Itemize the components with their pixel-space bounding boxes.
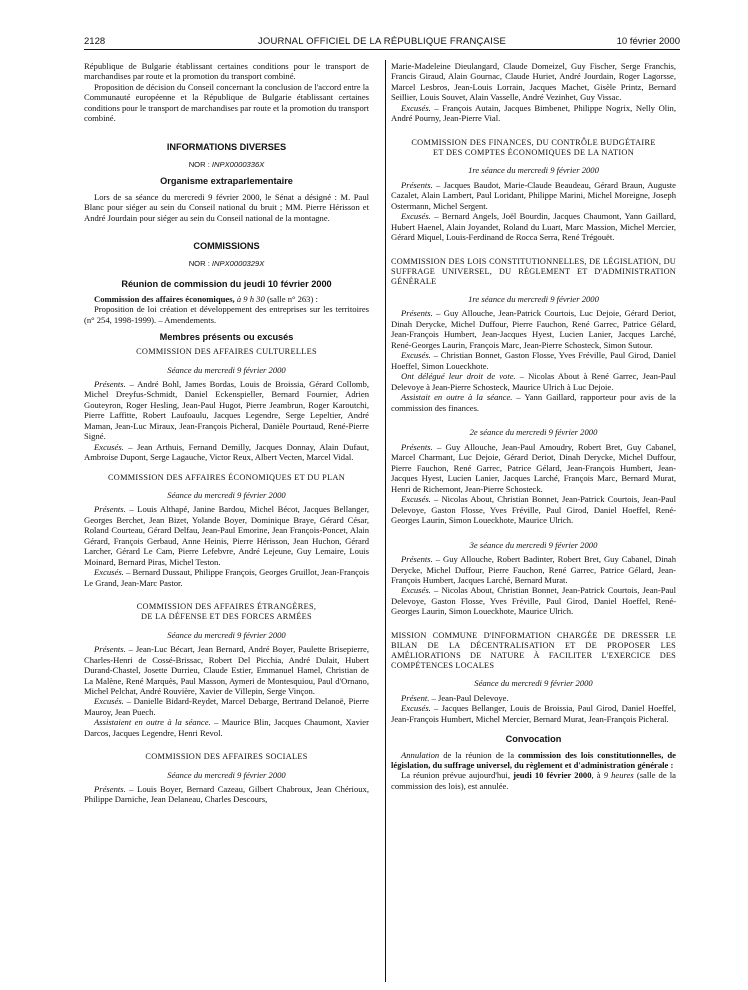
commission-title: COMMISSION DES FINANCES, DU CONTRÔLE BUDGÉTAIRE xyxy=(411,137,656,147)
seance-title: Séance du mercredi 9 février 2000 xyxy=(167,629,286,640)
subsection-title: Organisme extraparlementaire xyxy=(160,176,293,187)
presents-list: Présents. – Jean-Luc Bécart, Jean Bernard, André Boyer, Paulette Brisepierre, Charles-Henri de Cossé-Brissac, Robert Del Picchia, André Dulait, Hubert Durand-Chastel, Josette Durrieu, Claude Estier, Emmanuel Hamel, Christian de La Malène, René Marquès, Paul Masson, Aymeri de Montesquiou, Paul d'Ornano, Michel Pelchat, André Rouvière, Xavier de Villepin, Serge Vinçon. xyxy=(84,644,369,696)
journal-title: JOURNAL OFFICIEL DE LA RÉPUBLIQUE FRANÇAISE xyxy=(257,36,507,47)
seance-title: 3e séance du mercredi 9 février 2000 xyxy=(469,539,598,550)
commission-title: COMMISSION DES LOIS CONSTITUTIONNELLES, DE LÉGISLATION, DU SUFFRAGE UNIVERSEL, DU RÈGLEMENT ET D'ADMINISTRATION GÉNÉRALE xyxy=(391,256,676,286)
commission-title: COMMISSION DES AFFAIRES ÉTRANGÈRES, xyxy=(136,602,317,612)
seance-title: 1re séance du mercredi 9 février 2000 xyxy=(468,293,599,304)
presents-list: Présent. – Jean-Paul Delevoye. xyxy=(401,692,509,703)
seance-title: Séance du mercredi 9 février 2000 xyxy=(167,769,286,780)
commission-title: COMMISSION DES AFFAIRES CULTURELLES xyxy=(136,347,317,357)
presents-list: Présents. – Guy Allouche, Jean-Patrick Courtois, Luc Dejoie, Gérard Deriot, Dinah Derycke, Michel Duffour, Pierre Fauchon, René Garrec, Patrice Gélard, Jean-François Humbert, Jean-Jacques Hyest, Lucien Lanier, Jacques Larché, René-Georges Laurin, François Marc, Jean-Pierre Schosteck, Simon Sutour. xyxy=(391,308,676,350)
presents-list: Présents. – André Bohl, James Bordas, Louis de Broissia, Gérard Collomb, Michel Dreyfus-Schmidt, Daniel Eckenspieller, Bernard Fournier, Adrien Gouteyron, Roger Hesling, Jean-Paul Hugot, Pierre Jeambrun, Roger Karoutchi, Pierre Laffitte, Robert Laufoaulu, Jacques Legendre, Serge Lepeltier, André Maman, Jean-Luc Miraux, Jean-François Picheral, Danièle Pourtaud, René-Pierre Signé. xyxy=(84,379,369,442)
delegations-list: Ont délégué leur droit de vote. – Nicolas About à René Garrec, Jean-Paul Delevoye à Jean-Pierre Schosteck, Maurice Ulrich à Luc Dejoie. xyxy=(391,371,676,392)
excuses-list: Excusés. – Danielle Bidard-Reydet, Marcel Debarge, Bertrand Delanoë, Pierre Mauroy, Jean Puech. xyxy=(84,696,369,717)
section-title-commissions: COMMISSIONS xyxy=(193,241,260,252)
presents-list: Présents. – Jacques Baudot, Marie-Claude Beaudeau, Gérard Braun, Auguste Cazalet, Alain Lambert, Paul Loridant, Philippe Marini, Michel Moreigne, Joseph Ostermann, Michel Sergent. xyxy=(391,179,676,211)
header-rule xyxy=(84,49,680,50)
nor-reference: NOR : INPX0000336X xyxy=(188,160,265,170)
presents-list: Présents. – Louis Althapé, Janine Bardou, Michel Bécot, Jacques Bellanger, Georges Berchet, Jean Bizet, Yolande Boyer, Dominique Braye, Gérard César, Roland Courteau, Gérard Delfau, Jean-Paul Emorine, Jean François-Poncet, Alain Gérard, François Gerbaud, Anne Heinis, Pierre Hérisson, Jean Huchon, Gérard Larcher, Gérard Le Cam, Pierre Lefebvre, André Lejeune, Guy Lemaire, Louis Moinard, Bernard Piras, Michel Teston. xyxy=(84,504,369,567)
excuses-list: Excusés. – Nicolas About, Christian Bonnet, Jean-Patrick Courtois, Jean-Paul Delevoye, Gaston Flosse, Yves Fréville, Paul Girod, Daniel Hoeffel, René-Georges Laurin, Simon Loueckhote, Maurice Ulrich. xyxy=(391,494,676,526)
page-number: 2128 xyxy=(84,36,106,47)
paragraph: Annulation de la réunion de la commission des lois constitutionnelles, de législation, du suffrage universel, du règlement et d'administration générale : xyxy=(391,749,676,770)
presents-list: Présents. – Guy Allouche, Jean-Paul Amoudry, Robert Bret, Guy Cabanel, Marcel Charmant, Luc Dejoie, Gérard Deriot, Dinah Derycke, Michel Duffour, Pierre Fauchon, René Garrec, Patrice Gélard, Jean-François Humbert, Jean-Jacques Hyest, Lucien Lanier, Jacques Larché, François Marc, Bernard Murat, Henri de Richemont, Jean-Pierre Schosteck. xyxy=(391,441,676,494)
assistants-list: Assistait en outre à la séance. – Yann Gaillard, rapporteur pour avis de la commission des finances. xyxy=(391,392,676,413)
section-title-informations: INFORMATIONS DIVERSES xyxy=(166,141,287,152)
seance-title: Séance du mercredi 9 février 2000 xyxy=(167,364,286,375)
seance-title: Séance du mercredi 9 février 2000 xyxy=(474,678,593,689)
excuses-list: Excusés. – Christian Bonnet, Gaston Flosse, Yves Fréville, Paul Girod, Daniel Hoeffel, Simon Loueckhote. xyxy=(391,350,676,371)
issue-date: 10 février 2000 xyxy=(616,36,680,47)
paragraph: Proposition de décision du Conseil concernant la conclusion de l'accord entre la Communauté européenne et la République de Bulgarie établissant certaines conditions pour le transport de marchandises par route et la promotion du transport combiné. xyxy=(84,81,369,124)
excuses-list: Excusés. – Jacques Bellanger, Louis de Broissia, Paul Girod, Daniel Hoeffel, Jean-François Humbert, Michel Mercier, Bernard Murat, Jean-François Picheral. xyxy=(391,703,676,724)
column-divider xyxy=(385,60,386,982)
paragraph: La réunion prévue aujourd'hui, jeudi 10 février 2000, à 9 heures (salle de la commission des lois), est annulée. xyxy=(391,770,676,791)
seance-title: 1re séance du mercredi 9 février 2000 xyxy=(468,165,599,176)
paragraph: Lors de sa séance du mercredi 9 février 2000, le Sénat a désigné : M. Paul Blanc pour siéger au sein du Conseil national du bruit ; MM. Pierre Hérisson et André Jourdain pour siéger au sein du Conseil national de la montagne. xyxy=(84,191,369,223)
excuses-list: Excusés. – Bernard Dussaut, Philippe François, Georges Gruillot, Jean-François Le Grand, Jean-Marc Pastor. xyxy=(84,567,369,588)
left-column xyxy=(84,61,369,981)
commission-title: COMMISSION DES AFFAIRES ÉCONOMIQUES ET DU PLAN xyxy=(107,472,346,482)
seance-title: 2e séance du mercredi 9 février 2000 xyxy=(469,427,598,438)
paragraph: République de Bulgarie établissant certaines conditions pour le transport de marchandises par route et la promotion du transport combiné. xyxy=(84,61,369,82)
section-title-convocation: Convocation xyxy=(505,734,562,745)
presents-list-continued: Marie-Madeleine Dieulangard, Claude Domeizel, Guy Fischer, Serge Franchis, Francis Giraud, Alain Gournac, Claude Huriet, André Jourdain, Roger Lagorsse, Marcel Lesbros, Jean-Louis Lorrain, Jacques Machet, Gisèle Printz, Bernard Seillier, Louis Souvet, Alain Vasselle, André Vezinhet, Guy Vissac. xyxy=(391,61,676,103)
commission-title: DE LA DÉFENSE ET DES FORCES ARMÉES xyxy=(141,612,312,622)
excuses-list: Excusés. – Nicolas About, Christian Bonnet, Jean-Patrick Courtois, Jean-Paul Delevoye, Gaston Flosse, Yves Fréville, Paul Girod, Daniel Hoeffel, René-Georges Laurin, Simon Loueckhote, Maurice Ulrich. xyxy=(391,585,676,617)
paragraph: Proposition de loi création et développement des entreprises sur les territoires (n° 254, 1998-1999). – Amendements. xyxy=(84,304,369,325)
commission-title: ET DES COMPTES ÉCONOMIQUES DE LA NATION xyxy=(433,148,634,158)
presents-list: Présents. – Louis Boyer, Bernard Cazeau, Gilbert Chabroux, Jean Chérioux, Philippe Darniche, Jean Delaneau, Charles Descours, xyxy=(84,784,369,805)
right-column xyxy=(391,61,676,981)
paragraph: Commission des affaires économiques, à 9 h 30 (salle n° 263) : xyxy=(94,293,318,304)
subsection-title: Membres présents ou excusés xyxy=(159,332,294,343)
mission-title: MISSION COMMUNE D'INFORMATION CHARGÉE DE DRESSER LE BILAN DE LA DÉCENTRALISATION ET DE PROPOSER LES AMÉLIORATIONS DE NATURE À FACILITER L'EXERCICE DES COMPÉTENCES LOCALES xyxy=(391,630,676,671)
commission-title: COMMISSION DES AFFAIRES SOCIALES xyxy=(145,752,308,762)
nor-reference: NOR : INPX0000329X xyxy=(188,259,265,269)
page-header xyxy=(84,32,680,50)
assistants-list: Assistaient en outre à la séance. – Maurice Blin, Jacques Chaumont, Xavier Darcos, Jacques Legendre, Henri Revol. xyxy=(84,717,369,738)
subsection-title: Réunion de commission du jeudi 10 février 2000 xyxy=(121,278,332,289)
excuses-list: Excusés. – François Autain, Jacques Bimbenet, Philippe Nogrix, Nelly Olin, André Pourny, Jean-Pierre Vial. xyxy=(391,102,676,124)
excuses-list: Excusés. – Bernard Angels, Joël Bourdin, Jacques Chaumont, Yann Gaillard, Hubert Haenel, Alain Joyandet, Roland du Luart, Marc Massion, Michel Mercier, Gérard Miquel, Louis-Ferdinand de Rocca Serra, René Trégouët. xyxy=(391,211,676,243)
excuses-list: Excusés. – Jean Arthuis, Fernand Demilly, Jacques Donnay, Alain Dufaut, Ambroise Dupont, Serge Lagauche, Victor Reux, Albert Vecten, Marcel Vidal. xyxy=(84,441,369,463)
seance-title: Séance du mercredi 9 février 2000 xyxy=(167,489,286,500)
presents-list: Présents. – Guy Allouche, Robert Badinter, Robert Bret, Guy Cabanel, Dinah Derycke, Michel Duffour, Pierre Fauchon, René Garrec, Patrice Gélard, Jean-François Humbert, Jacques Larché, Bernard Murat. xyxy=(391,554,676,585)
